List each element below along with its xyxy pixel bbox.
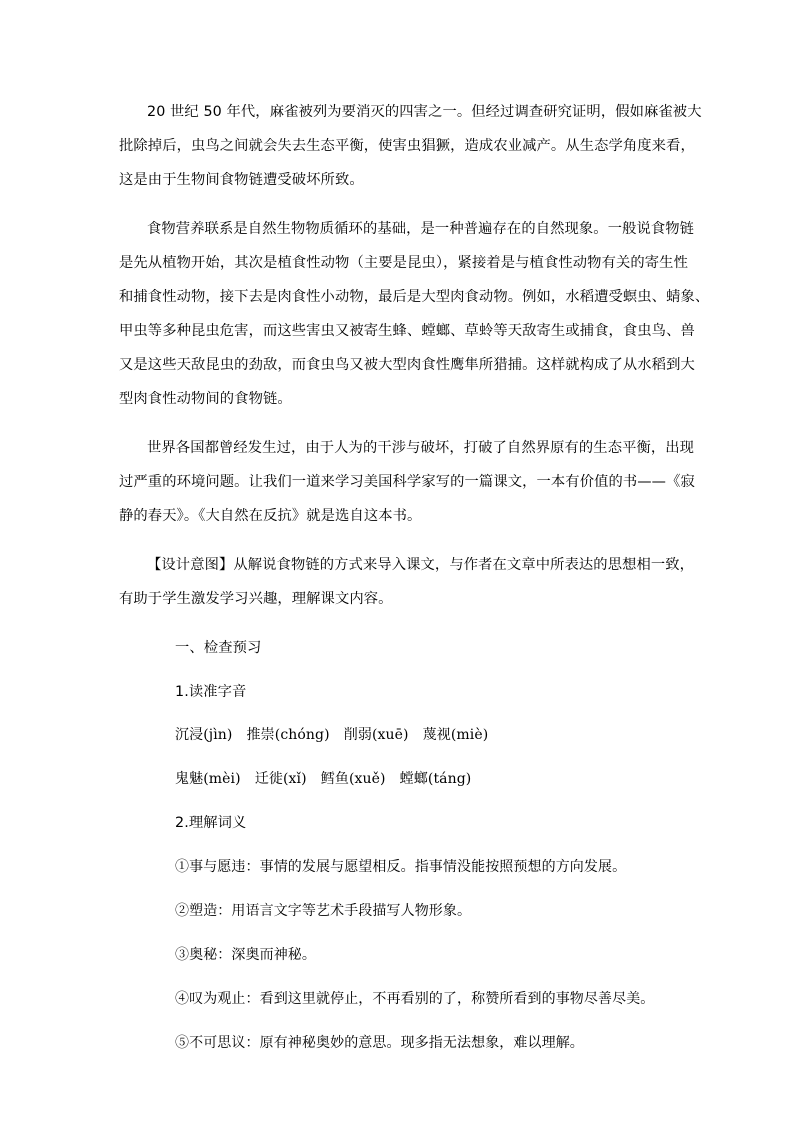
para2-line-5: 又是这些天敌昆虫的劲敌，而食虫鸟又被大型肉食性鹰隼所猎捕。这样就构成了从水稻到大 [119,357,695,373]
definition-item: ④叹为观止：看到这里就停止，不再看别的了，称赞所看到的事物尽善尽美。 [175,991,655,1007]
para2-line-2: 是先从植物开始，其次是植食性动物（主要是昆虫），紧接着是与植食性动物有关的寄生性 [119,255,688,271]
definition-item: ③奥秘：深奥而神秘。 [175,947,316,963]
para3-line-3: 静的春天》。《大自然在反抗》就是选自这本书。 [119,508,422,524]
para3-line-1: 世界各国都曾经发生过，由于人为的干涉与破坏，打破了自然界原有的生态平衡，出现 [147,440,695,456]
para1-line-1: 20 世纪 50 年代，麻雀被列为要消灭的四害之一。但经过调查研究证明，假如麻雀被大 [147,104,702,120]
definition-item: ②塑造：用语言文字等艺术手段描写人物形象。 [175,903,472,919]
para2-line-1: 食物营养联系是自然生物物质循环的基础，是一种普遍存在的自然现象。一般说食物链 [147,221,695,237]
para2-line-4: 甲虫等多种昆虫危害，而这些害虫又被寄生蜂、螳螂、草蛉等天敌寄生或捕食，食虫鸟、兽 [119,323,695,339]
para2-line-3: 和捕食性动物，接下去是肉食性小动物，最后是大型肉食动物。例如，水稻遭受螟虫、蜻象、 [119,289,710,305]
design-intent-line-2: 有助于学生激发学习兴趣，理解课文内容。 [119,591,393,607]
section-heading: 一、检查预习 [175,640,262,656]
para3-line-2: 过严重的环境问题。让我们一道来学习美国科学家写的一篇课文，一本有价值的书——《寂 [119,474,695,490]
subheading-pronunciation: 1.读准字音 [175,684,247,700]
subheading-vocabulary: 2.理解词义 [175,815,247,831]
para1-line-3: 这是由于生物间食物链遭受破坏所致。 [119,172,364,188]
definition-item: ⑤不可思议：原有神秘奥妙的意思。现多指无法想象，难以理解。 [175,1035,584,1051]
pinyin-row-1: 沉浸(jìn) 推崇(chóng) 削弱(xuē) 蔑视(miè) [175,727,489,743]
design-intent-line-1: 【设计意图】从解说食物链的方式来导入课文，与作者在文章中所表达的思想相一致， [147,557,695,573]
pinyin-row-2: 鬼魅(mèi) 迁徙(xǐ) 鳕鱼(xuě) 螳螂(táng) [175,771,472,787]
para2-line-6: 型肉食性动物间的食物链。 [119,391,292,407]
definition-item: ①事与愿违：事情的发展与愿望相反。指事情没能按照预想的方向发展。 [175,859,627,875]
para1-line-2: 批除掉后，虫鸟之间就会失去生态平衡，使害虫猖獗，造成农业减产。从生态学角度来看， [119,138,695,154]
